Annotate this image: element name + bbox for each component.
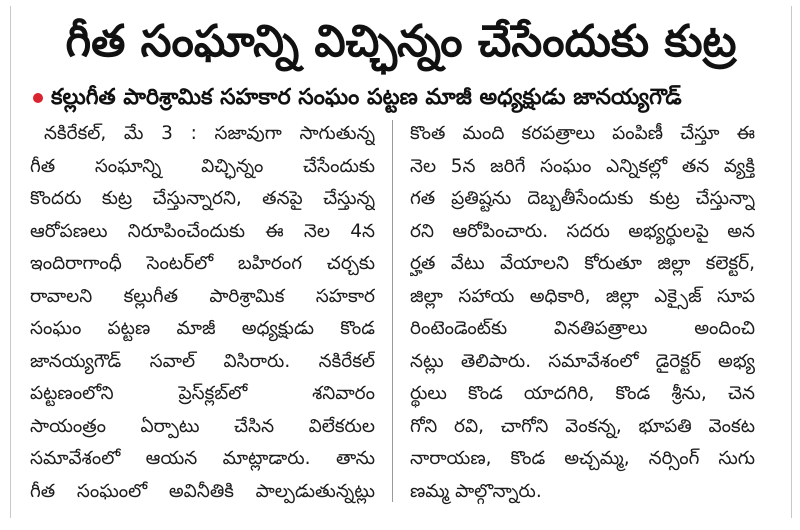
body-line: సాయంత్రం ఏర్పాటు చేసిన విలేకరుల: [30, 415, 375, 437]
body-line: రని ఆరోపించారు. సదరు అభ్యర్థులపై అన: [410, 220, 755, 242]
body-line: సంఘం పట్టణ మాజీ అధ్యక్షుడు కొండ: [30, 318, 375, 339]
body-line: ఇందిరాగాంధీ సెంటర్‌లో బహిరంగ చర్చకు: [30, 253, 375, 274]
body-line: ర్హత వేటు వేయాలని కోరుతూ జిల్లా కలెక్టర్,: [410, 253, 755, 274]
article-body: [30, 118, 770, 510]
body-line: నకిరేకల్, మే 3 : సజావుగా సాగుతున్న: [44, 123, 375, 144]
body-line: గత ప్రతిష్టను దెబ్బతీసేందుకు కుట్ర చేస్తున్నా: [410, 188, 755, 209]
body-line: గీత సంఘంలో అవినీతికి పాల్పడుతున్నట్లు: [30, 480, 375, 502]
body-line: నట్లు తెలిపారు. సమావేశంలో డైరెక్టర్ అభ్య: [410, 350, 755, 372]
body-line: నెల 5న జరిగే సంఘం ఎన్నికల్లో తన వ్యక్తి: [410, 155, 755, 177]
column-left: [30, 118, 392, 510]
body-line: ణమ్మ పాల్గొన్నారు.: [410, 480, 542, 502]
body-line: జానయ్యగౌడ్ సవాల్ విసిరారు. నకిరేకల్: [30, 350, 375, 372]
body-line: గోని రవి, చాగోని వెంకన్న, భూపతి వెంకట: [410, 415, 755, 437]
headline: గీత సంఘాన్ని విచ్ఛిన్నం చేసేందుకు కుట్ర: [65, 16, 737, 67]
body-line: ర్థులు కొండ యాదగిరి, కొండ శ్రీను, చెన: [410, 383, 755, 404]
column-right: [393, 118, 755, 510]
subheadline-row: [33, 78, 791, 118]
body-line: రావాలని కల్లుగీత పారిశ్రామిక సహకార: [30, 285, 375, 307]
body-line: సమావేశంలో ఆయన మాట్లాడారు. తాను: [30, 448, 375, 469]
bullet-icon: [33, 93, 43, 103]
body-line: కొంత మంది కరపత్రాలు పంపిణీ చేస్తూ ఈ: [410, 123, 755, 144]
body-line: కొందరు కుట్ర చేస్తున్నారని, తనపై చేస్తున్న: [30, 188, 375, 209]
body-line: రింటెండెంట్‌కు వినతిపత్రాలు అందించి: [410, 318, 755, 339]
body-line: నారాయణ, కొండ అచ్చమ్మ, నర్సింగ్ సుగు: [410, 448, 755, 469]
body-line: జిల్లా సహాయ అధికారి, జిల్లా ఎక్సైజ్ సూప: [410, 285, 755, 307]
subheadline: కల్లుగీత పారిశ్రామిక సహకార సంఘం పట్టణ మాజీ అధ్యక్షుడు జానయ్యగౌడ్: [51, 85, 682, 110]
body-line: పట్టణంలోని ప్రెస్‌క్లబ్‌లో శనివారం: [30, 383, 375, 404]
body-line: ఆరోపణలు నిరూపించేందుకు ఈ నెల 4న: [30, 220, 375, 242]
body-line: గీత సంఘాన్ని విచ్ఛిన్నం చేసేందుకు: [30, 155, 375, 177]
